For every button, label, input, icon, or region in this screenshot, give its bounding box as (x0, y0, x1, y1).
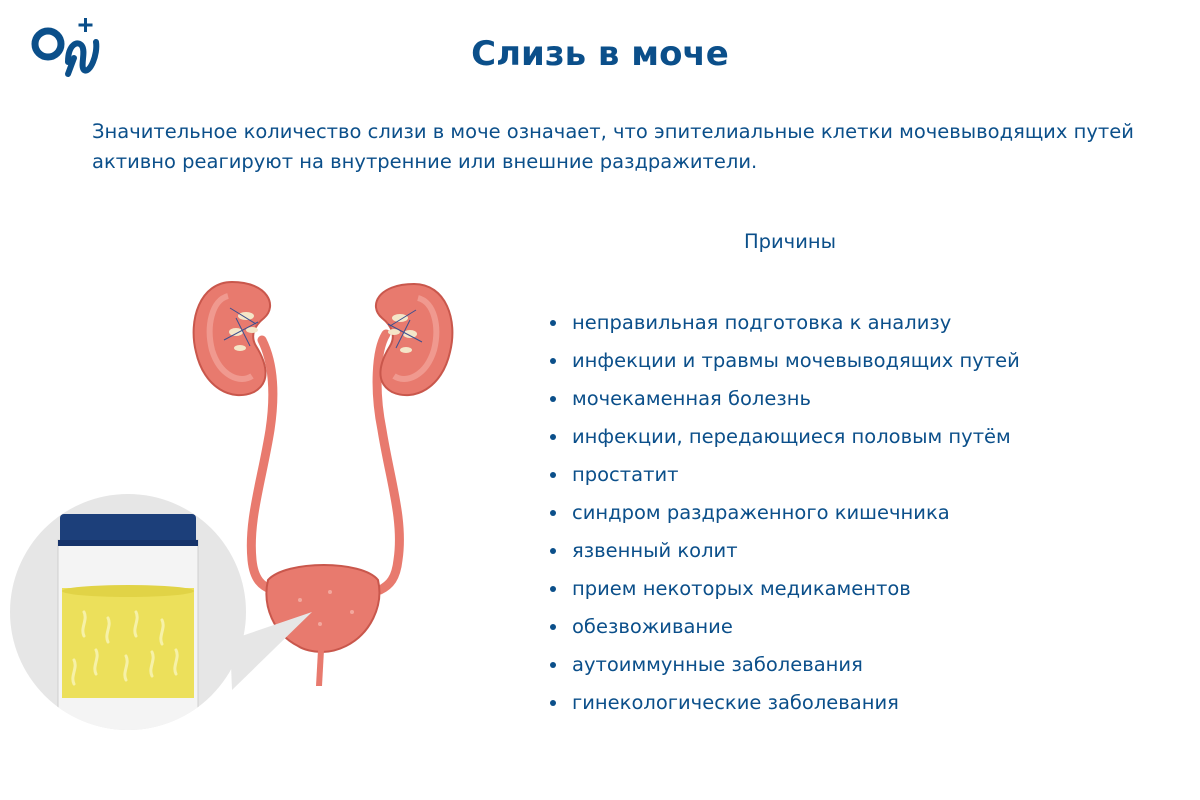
cause-item: мочекаменная болезнь (548, 382, 1020, 420)
cause-item: прием некоторых медикаментов (548, 572, 1020, 610)
urine-sample-container (58, 514, 198, 740)
causes-heading: Причины (743, 230, 837, 253)
cause-item: обезвоживание (548, 610, 1020, 648)
cause-item: инфекции и травмы мочевыводящих путей (548, 344, 1020, 382)
cause-item: гинекологические заболевания (548, 686, 1020, 724)
cause-item: язвенный колит (548, 534, 1020, 572)
causes-list (548, 306, 1020, 724)
cause-item: синдром раздраженного кишечника (548, 496, 1020, 534)
cause-item: простатит (548, 458, 1020, 496)
container-lid (60, 514, 196, 544)
urine-sample-magnifier (10, 494, 312, 740)
cause-item: неправильная подготовка к анализу (548, 306, 1020, 344)
page-title: Слизь в моче (471, 34, 729, 74)
cause-item: аутоиммунные заболевания (548, 648, 1020, 686)
intro-text: Значительное количество слизи в моче означает, что эпителиальные клетки мочевыводящих путей активно реагируют на внутренние или внешние раздражители. (92, 120, 1134, 173)
cause-item: инфекции, передающиеся половым путём (548, 420, 1020, 458)
urinary-system-illustration (0, 270, 560, 750)
